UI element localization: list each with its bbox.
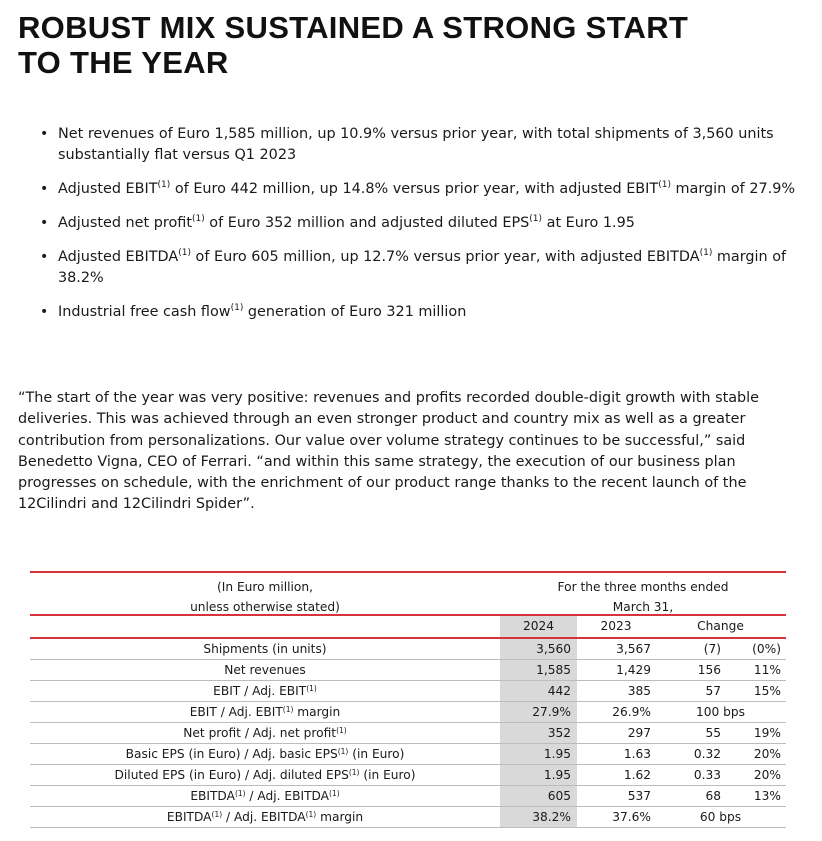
units-note: (In Euro million, unless otherwise stated) [190,580,340,614]
footnote-marker: (1) [305,810,317,820]
table-header [30,573,786,614]
footnote-marker: (1) [529,214,543,224]
table-row: Shipments (in units) 3,560 3,567 (7) (0%) [30,639,786,660]
highlight-adjusted-ebitda: • Adjusted EBITDA$^{(1)}$ of Euro 605 million, up 12.7% versus prior year, with adjusted EBITDA$^{(1)}$ margin of 38.2% [40,247,815,289]
footnote-marker: (1) [336,726,347,736]
ceo-quote: “The start of the year was very positive: revenues and profits recorded double-digit growth with stable deliveries. This was achieved through an even stronger product and country mix as well as a greater contribution from personalizations. Our value over volume strategy continues to be successful,” said Benedetto Vigna, CEO of Ferrari. “and within this same strategy, the execution of our business plan progresses on schedule, with the enrichment of our product range thanks to the recent launch of the 12Cilindri and 12Cilindri Spider”. [18,390,760,513]
footnote-marker: (1) [306,684,317,694]
col-2023-header: 2023 [600,619,632,633]
footnote-marker: (1) [178,248,191,258]
table-row: Diluted EPS (in Euro) / Adj. diluted EPS$^{(1)}$ (in Euro) 1.95 1.62 0.33 20% [30,765,786,786]
footnote-marker: (1) [157,180,171,190]
footnote-marker: (1) [191,214,205,224]
table-row: Basic EPS (in Euro) / Adj. basic EPS$^{(1)}$ (in Euro) 1.95 1.63 0.32 20% [30,744,786,765]
highlights-list [40,124,815,336]
period-header: For the three months ended March 31, [557,580,729,614]
highlight-free-cash-flow: • Industrial free cash flow$^{(1)}$ generation of Euro 321 million [40,302,815,323]
col-2024-header: 2024 [500,616,577,637]
highlight-adjusted-net-profit: • Adjusted net profit$^{(1)}$ of Euro 352 million and adjusted diluted EPS$^{(1)}$ at Euro 1.95 [40,213,815,234]
footnote-marker: (1) [337,747,349,757]
footnote-marker: (1) [234,789,246,799]
footnote-marker: (1) [282,705,294,715]
table-row: EBIT / Adj. EBIT$^{(1)}$ 442 385 57 15% [30,681,786,702]
col-change-header: Change [697,619,744,633]
financial-data [30,639,786,828]
footnote-marker: (1) [329,789,340,799]
highlight-adjusted-ebit: • Adjusted EBIT$^{(1)}$ of Euro 442 million, up 14.8% versus prior year, with adjusted EBIT$^{(1)}$ margin of 27.9% [40,179,815,200]
table-row: Net revenues 1,585 1,429 156 11% [30,660,786,681]
footnote-marker: (1) [211,810,223,820]
table-row: EBITDA$^{(1)}$ / Adj. EBITDA$^{(1)}$ margin 38.2% 37.6% 60 bps [30,807,786,828]
footnote-marker: (1) [348,768,360,778]
page-title-line-2: TO THE YEAR [18,45,229,80]
highlight-net-revenues: • Net revenues of Euro 1,585 million, up 10.9% versus prior year, with total shipments of 3,560 units substantially flat versus Q1 2023 [40,124,815,166]
footnote-marker: (1) [658,180,671,190]
column-headers [30,616,786,637]
financial-table [30,571,786,828]
footnote-marker: (1) [699,248,713,258]
table-row: EBITDA$^{(1)}$ / Adj. EBITDA$^{(1)}$ 605 537 68 13% [30,786,786,807]
table-row: Net profit / Adj. net profit$^{(1)}$ 352 297 55 19% [30,723,786,744]
footnote-marker: (1) [230,303,244,313]
page-title-line-1: ROBUST MIX SUSTAINED A STRONG START [18,10,689,45]
page-title [18,10,808,80]
table-row: EBIT / Adj. EBIT$^{(1)}$ margin 27.9% 26.9% 100 bps [30,702,786,723]
